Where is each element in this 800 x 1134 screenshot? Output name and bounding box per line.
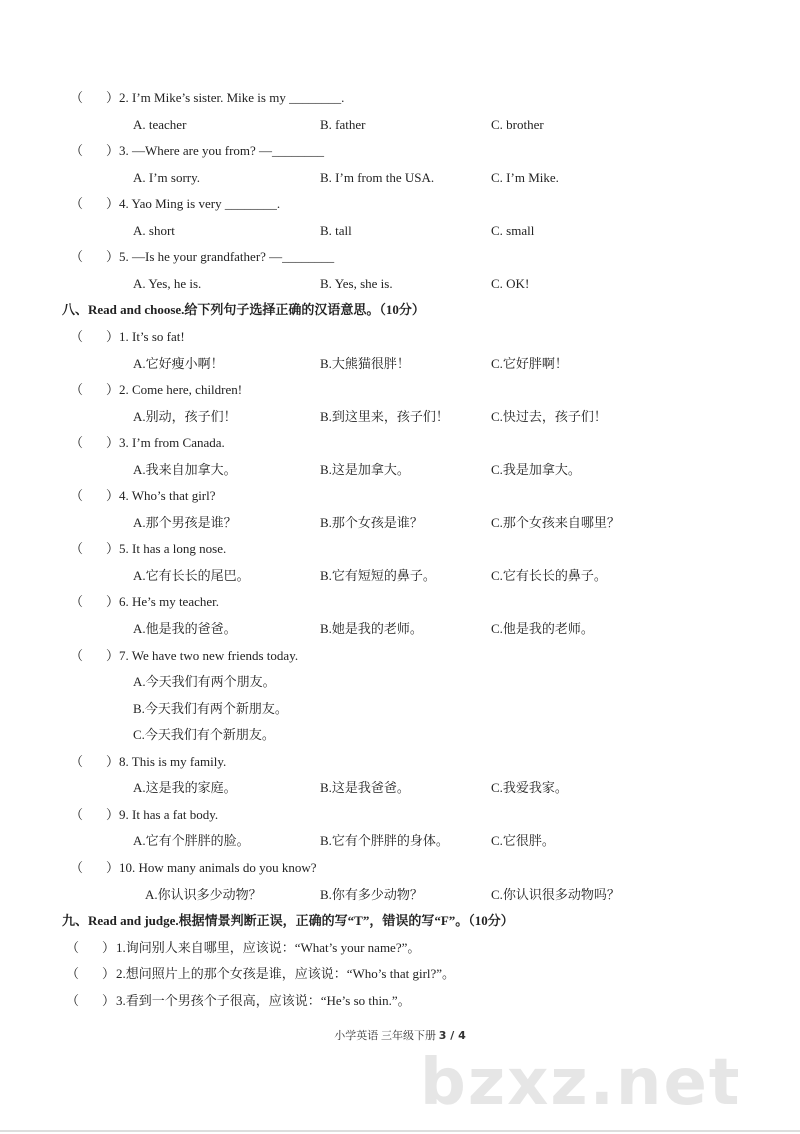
page-number: 3 / 4	[438, 1029, 466, 1042]
option-c: C.快过去，孩子们！	[491, 408, 607, 424]
page-footer	[0, 1028, 800, 1044]
question-text: 4. Yao Ming is very ________.	[119, 196, 281, 212]
option-b: B. Yes, she is.	[320, 275, 393, 291]
answer-blank-close: ）	[106, 647, 120, 663]
option-b: B.那个女孩是谁？	[320, 514, 423, 530]
answer-blank-close: ）	[106, 541, 120, 557]
question-text: 1.询问别人来自哪里，应该说：“What’s your name?”。	[116, 939, 421, 955]
option: A.今天我们有两个朋友。	[133, 674, 276, 690]
option-b: B.它有短短的鼻子。	[320, 567, 436, 583]
section-title: 九、Read and judge.根据情景判断正误，正确的写“T”，错误的写“F”。（10分）	[62, 913, 514, 929]
answer-blank[interactable]: （	[70, 196, 84, 212]
answer-blank[interactable]: （	[70, 647, 84, 663]
question-row	[0, 805, 800, 825]
question-text: 6. He’s my teacher.	[119, 594, 219, 610]
option-c: C.它好胖啊！	[491, 355, 568, 371]
page-edge	[0, 1130, 800, 1132]
option-c: C. I’m Mike.	[491, 169, 559, 185]
answer-blank[interactable]: （	[70, 594, 84, 610]
footer-label: 小学英语 三年级下册	[334, 1030, 436, 1042]
option-a: A. Yes, he is.	[133, 275, 202, 291]
option-c: C.你认识很多动物吗？	[491, 886, 620, 902]
answer-blank-close: ）	[106, 196, 120, 212]
question-row	[0, 380, 800, 400]
option-c: C.他是我的老师。	[491, 621, 594, 636]
option-b: B.这是我爸爸。	[320, 780, 410, 796]
option-row	[0, 672, 800, 692]
answer-blank[interactable]: （	[70, 328, 84, 344]
question-row	[0, 592, 800, 612]
question-row	[0, 486, 800, 506]
options-row	[0, 566, 800, 586]
option-b: B. tall	[320, 222, 352, 238]
option-c: C.我是加拿大。	[491, 461, 581, 477]
answer-blank-close: ）	[106, 328, 120, 344]
option-b: B.大熊猫很胖！	[320, 355, 410, 371]
answer-blank-close: ）	[106, 143, 120, 159]
question-text: 3. I’m from Canada.	[119, 435, 225, 451]
question-row	[0, 141, 800, 161]
answer-blank-close: ）	[102, 966, 116, 982]
question-text: 2.想问照片上的那个女孩是谁，应该说：“Who’s that girl?”。	[116, 966, 456, 982]
question-row	[0, 539, 800, 559]
question-text: 8. This is my family.	[119, 753, 227, 769]
option-a: A.别动，孩子们！	[133, 408, 237, 424]
options-row	[0, 354, 800, 374]
question-row	[0, 991, 800, 1011]
option-b: B. I’m from the USA.	[320, 169, 435, 185]
options-row	[0, 778, 800, 798]
answer-blank-close: ）	[106, 859, 120, 875]
option-a: A. teacher	[133, 116, 187, 132]
option-a: A. short	[133, 222, 175, 238]
options-row	[0, 407, 800, 427]
question-row	[0, 938, 800, 958]
option-a: A.这是我的家庭。	[133, 780, 237, 796]
question-row	[0, 327, 800, 347]
option-row	[0, 699, 800, 719]
question-row	[0, 646, 800, 666]
answer-blank[interactable]: （	[70, 541, 84, 557]
option-a: A.他是我的爸爸。	[133, 621, 237, 636]
option-c: C.那个女孩来自哪里？	[491, 514, 620, 530]
question-text: 10. How many animals do you know?	[119, 859, 317, 875]
options-row	[0, 274, 800, 294]
answer-blank-close: ）	[106, 594, 120, 610]
option-b: B.到这里来，孩子们！	[320, 408, 449, 424]
option-c: C.它很胖。	[491, 833, 555, 849]
option-a: A.它好瘦小啊！	[133, 355, 224, 371]
section-title: 八、Read and choose.给下列句子选择正确的汉语意思。（10分）	[62, 302, 425, 318]
options-row	[0, 460, 800, 480]
option-b: B.你有多少动物？	[320, 886, 423, 902]
options-row	[0, 831, 800, 851]
option-a: A.你认识多少动物？	[145, 886, 262, 902]
answer-blank[interactable]: （	[70, 382, 84, 398]
question-text: 5. —Is he your grandfather? —________	[119, 249, 335, 265]
answer-blank-close: ）	[106, 435, 120, 451]
options-row	[0, 619, 800, 639]
option-b: B. father	[320, 116, 366, 132]
answer-blank-close: ）	[106, 90, 120, 105]
option-b: B.它有个胖胖的身体。	[320, 833, 449, 849]
question-text: 3.看到一个男孩个子很高，应该说：“He’s so thin.”。	[116, 992, 411, 1008]
answer-blank[interactable]: （	[66, 939, 80, 955]
answer-blank-close: ）	[106, 753, 120, 769]
option: C.今天我们有个新朋友。	[133, 727, 275, 743]
answer-blank[interactable]: （	[70, 143, 84, 159]
answer-blank[interactable]: （	[66, 966, 80, 982]
answer-blank[interactable]: （	[70, 435, 84, 451]
options-row	[0, 885, 800, 905]
question-text: 5. It has a long nose.	[119, 541, 227, 557]
question-text: 3. —Where are you from? —________	[119, 143, 325, 159]
option-a: A.它有个胖胖的脸。	[133, 833, 250, 849]
question-row	[0, 433, 800, 453]
option-a: A. I’m sorry.	[133, 169, 201, 185]
option-row	[0, 725, 800, 745]
options-row	[0, 168, 800, 188]
options-row	[0, 115, 800, 135]
option: B.今天我们有两个新朋友。	[133, 700, 288, 716]
section-heading	[0, 300, 800, 320]
question-text: 2. Come here, children!	[119, 382, 243, 398]
question-row	[0, 247, 800, 267]
question-text: 1. It’s so fat!	[119, 328, 185, 344]
answer-blank[interactable]: （	[70, 859, 84, 875]
option-a: A.我来自加拿大。	[133, 461, 237, 477]
answer-blank-close: ）	[106, 488, 120, 504]
answer-blank[interactable]: （	[66, 992, 80, 1008]
question-row	[0, 964, 800, 984]
option-c: C. OK!	[491, 275, 530, 291]
question-row	[0, 752, 800, 772]
option-c: C. brother	[491, 116, 544, 132]
answer-blank[interactable]: （	[70, 90, 84, 105]
answer-blank-close: ）	[106, 382, 120, 398]
question-row	[0, 858, 800, 878]
answer-blank-close: ）	[106, 806, 120, 822]
answer-blank-close: ）	[102, 939, 116, 955]
answer-blank-close: ）	[102, 992, 116, 1008]
section-heading	[0, 911, 800, 931]
answer-blank[interactable]: （	[70, 753, 84, 769]
option-a: A.它有长长的尾巴。	[133, 567, 250, 583]
options-row	[0, 221, 800, 241]
watermark: bzxz.net	[420, 1046, 742, 1120]
option-b: B.这是加拿大。	[320, 461, 410, 477]
option-b: B.她是我的老师。	[320, 621, 423, 636]
options-row	[0, 513, 800, 533]
question-row	[0, 194, 800, 214]
option-a: A.那个男孩是谁？	[133, 514, 237, 530]
question-text: 9. It has a fat body.	[119, 806, 219, 822]
option-c: C. small	[491, 222, 535, 238]
answer-blank[interactable]: （	[70, 249, 84, 265]
answer-blank[interactable]: （	[70, 488, 84, 504]
option-c: C.它有长长的鼻子。	[491, 567, 607, 583]
option-c: C.我爱我家。	[491, 780, 568, 796]
answer-blank-close: ）	[106, 249, 120, 265]
question-text: 4. Who’s that girl?	[119, 488, 216, 504]
question-text: 7. We have two new friends today.	[119, 647, 299, 663]
question-text: 2. I’m Mike’s sister. Mike is my ________.	[119, 90, 345, 105]
answer-blank[interactable]: （	[70, 806, 84, 822]
question-row	[0, 88, 800, 108]
